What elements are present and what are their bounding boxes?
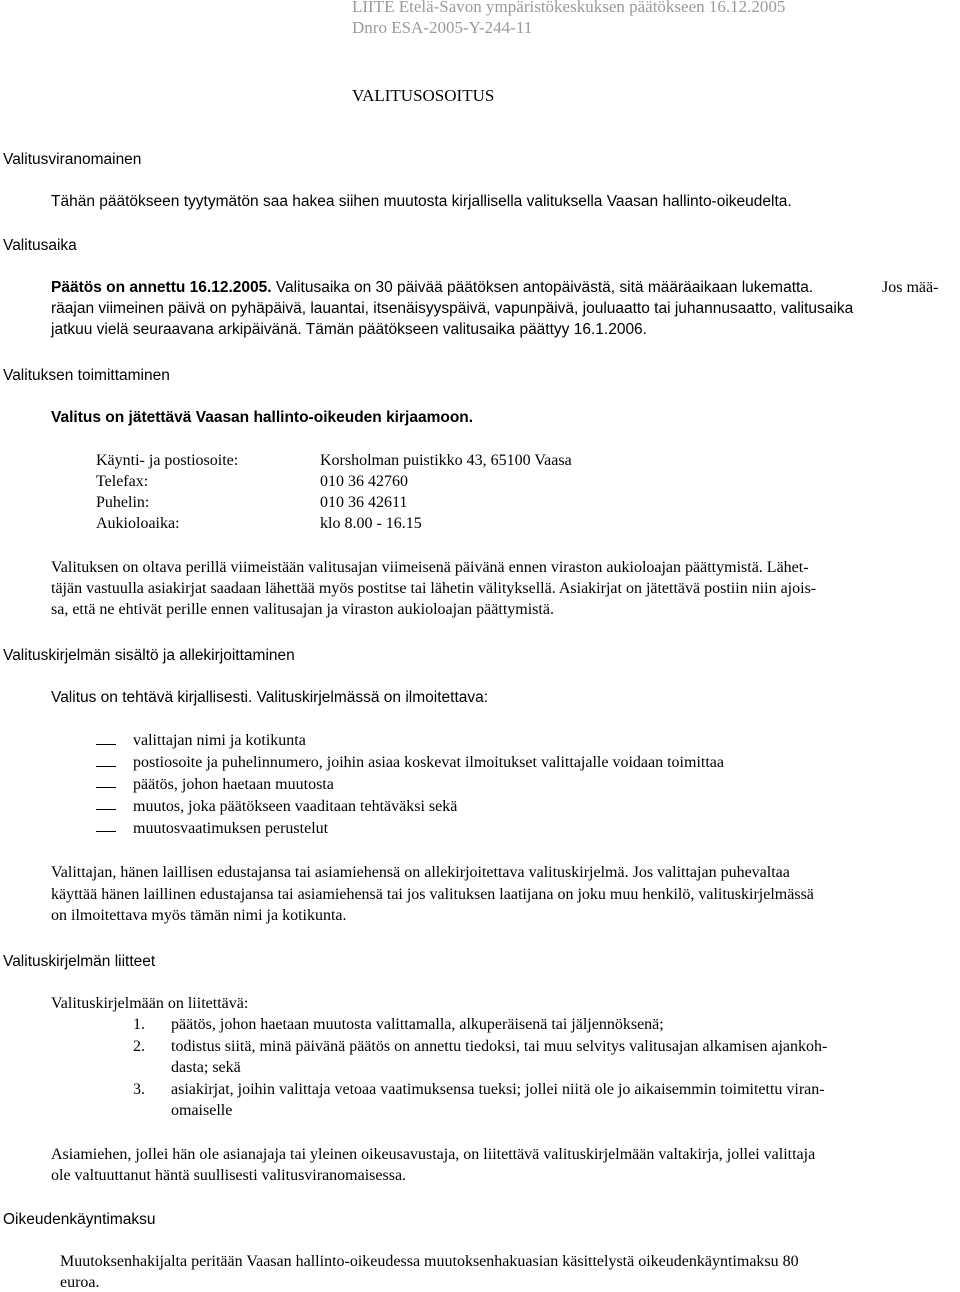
maksu-para-line-2: euroa. — [60, 1274, 100, 1291]
section-heading-maksu: Oikeudenkäyntimaksu — [3, 1211, 156, 1228]
liitteet-para-line-2: ole valtuuttanut häntä suullisesti valitusviranomaisessa. — [51, 1167, 407, 1184]
toimittaminen-para-line-1: Valituksen on oltava perillä viimeistään valitusajan viimeisenä päivänä ennen viraston aukioloajan päättymistä. Lähet- — [51, 559, 809, 576]
maksu-para-line-1: Muutoksenhakijalta peritään Vaasan hallinto-oikeudessa muutoksenhakuasian käsittelystä oikeudenkäyntimaksu 80 — [60, 1253, 799, 1270]
contact-label-hours: Aukioloaika: — [96, 515, 180, 532]
contact-label-telefax: Telefax: — [96, 473, 149, 490]
sisalto-item: valittajan nimi ja kotikunta — [133, 732, 306, 749]
valitusaika-line-3: jatkuu vielä seuraavana arkipäivänä. Tämän päätökseen valitusaika päättyy 16.1.2006. — [51, 321, 647, 338]
section-heading-viranomainen: Valitusviranomainen — [3, 151, 142, 168]
liitteet-item-number: 3. — [133, 1081, 145, 1098]
sisalto-item: muutosvaatimuksen perustelut — [133, 820, 329, 837]
liitteet-item-line: asiakirjat, joihin valittaja vetoaa vaatimuksensa tueksi; jollei niitä ole jo aikaisemmin toimitettu viran- — [171, 1081, 825, 1098]
valitusaika-line-2: räajan viimeinen päivä on pyhäpäivä, lauantai, itsenäisyyspäivä, vapunpäivä, jouluaatto tai juhannusaatto, valitusaika — [51, 300, 854, 317]
section-heading-liitteet: Valituskirjelmän liitteet — [3, 953, 156, 970]
page-title: VALITUSOSOITUS — [352, 86, 495, 105]
section-heading-sisalto: Valituskirjelmän sisältö ja allekirjoittaminen — [3, 647, 295, 664]
header-dnro-line: Dnro ESA-2005-Y-244-11 — [352, 18, 533, 37]
sisalto-intro: Valitus on tehtävä kirjallisesti. Valituskirjelmässä on ilmoitettava: — [51, 689, 489, 706]
toimittaminen-intro: Valitus on jätettävä Vaasan hallinto-oikeuden kirjaamoon. — [51, 409, 474, 426]
sisalto-para-line-1: Valittajan, hänen laillisen edustajansa tai asiamiehensä on allekirjoitettava valituskirjelmä. Jos valittajan puhevaltaa — [51, 864, 790, 881]
toimittaminen-para-line-3: sa, että ne ehtivät perille ennen valitusajan ja viraston aukioloajan päättymistä. — [51, 601, 554, 618]
contact-value-hours: klo 8.00 - 16.15 — [320, 515, 422, 532]
sisalto-item: päätös, johon haetaan muutosta — [133, 776, 334, 793]
list-dash — [96, 766, 116, 767]
sisalto-para-line-2: käyttää hänen laillinen edustajansa tai asiamiehensä tai jos valituksen laatijana on joku muu henkilö, valituskirjelmässä — [51, 886, 814, 903]
sisalto-para-line-3: on ilmoitettava myös tämän nimi ja kotikunta. — [51, 907, 347, 924]
liitteet-item-number: 1. — [133, 1016, 145, 1033]
liitteet-item-line: todistus siitä, minä päivänä päätös on annettu tiedoksi, tai muu selvitys valitusajan alkamisen ajankoh- — [171, 1038, 828, 1055]
liitteet-item-number: 2. — [133, 1038, 145, 1055]
section-heading-toimittaminen: Valituksen toimittaminen — [3, 367, 170, 384]
valitusaika-line-1-tail: Jos mää- — [882, 279, 939, 296]
contact-value-address: Korsholman puistikko 43, 65100 Vaasa — [320, 452, 572, 469]
viranomainen-text: Tähän päätökseen tyytymätön saa hakea siihen muutosta kirjallisella valituksella Vaasan hallinto-oikeudelta. — [51, 193, 792, 210]
liitteet-para-line-1: Asiamiehen, jollei hän ole asianajaja tai yleinen oikeusavustaja, on liitettävä valituskirjelmään valtakirja, jollei valittaja — [51, 1146, 816, 1163]
sisalto-item: muutos, joka päätökseen vaaditaan tehtäväksi sekä — [133, 798, 458, 815]
list-dash — [96, 831, 116, 832]
sisalto-item: postiosoite ja puhelinnumero, joihin asiaa koskevat ilmoitukset valittajalle voidaan toimittaa — [133, 754, 724, 771]
contact-value-telefax: 010 36 42760 — [320, 473, 408, 490]
valitusaika-line-1-rest: Valitusaika on 30 päivää päätöksen antopäivästä, sitä määräaikaan lukematta. — [271, 279, 814, 296]
liitteet-intro: Valituskirjelmään on liitettävä: — [51, 995, 249, 1012]
header-reference-line: LIITE Etelä-Savon ympäristökeskuksen päätökseen 16.12.2005 — [352, 0, 786, 16]
liitteet-item-line: omaiselle — [171, 1102, 233, 1119]
liitteet-item-line: päätös, johon haetaan muutosta valittamalla, alkuperäisenä tai jäljennöksenä; — [171, 1016, 664, 1033]
valitusaika-line-1 — [51, 279, 813, 297]
valitusaika-date-bold: Päätös on annettu 16.12.2005. — [51, 279, 272, 296]
list-dash — [96, 809, 116, 810]
contact-label-address: Käynti- ja postiosoite: — [96, 452, 239, 469]
section-heading-valitusaika: Valitusaika — [3, 237, 77, 254]
list-dash — [96, 744, 116, 745]
liitteet-item-line: dasta; sekä — [171, 1059, 241, 1076]
list-dash — [96, 787, 116, 788]
toimittaminen-para-line-2: täjän vastuulla asiakirjat saadaan lähettää myös postitse tai lähetin välityksellä. Asiakirjat on jätettävä postiin niin ajois- — [51, 580, 817, 597]
contact-value-phone: 010 36 42611 — [320, 494, 408, 511]
contact-label-phone: Puhelin: — [96, 494, 150, 511]
